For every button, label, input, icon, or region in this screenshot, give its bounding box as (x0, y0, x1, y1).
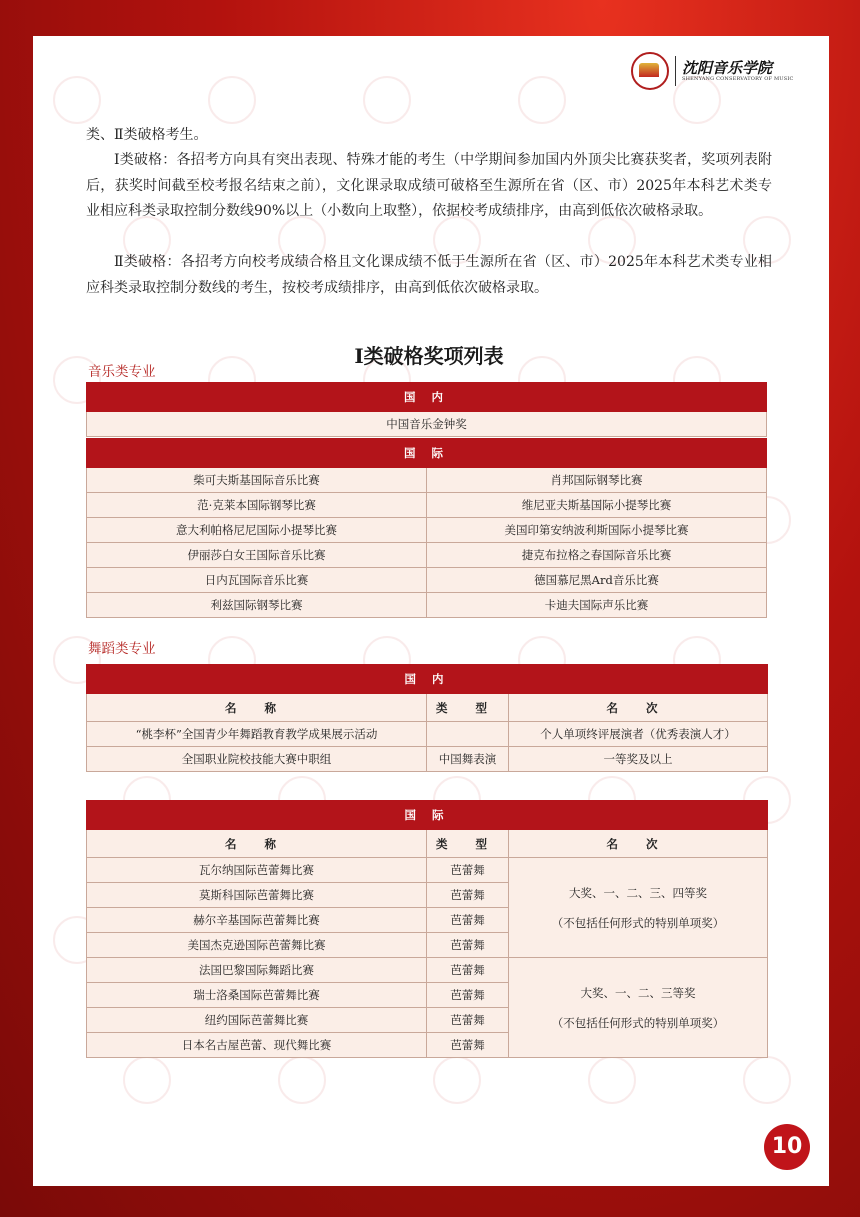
table-cell: 捷克布拉格之春国际音乐比赛 (427, 543, 767, 568)
table-cell: 肖邦国际钢琴比赛 (427, 468, 767, 493)
table-cell: 柴可夫斯基国际音乐比赛 (87, 468, 427, 493)
table-cell: 芭蕾舞 (427, 933, 509, 958)
table-cell: 意大利帕格尼尼国际小提琴比赛 (87, 518, 427, 543)
table-cell: 赫尔辛基国际芭蕾舞比赛 (87, 908, 427, 933)
watermark-seal-icon (433, 1056, 481, 1104)
table-row (87, 468, 767, 493)
table-cell: 芭蕾舞 (427, 983, 509, 1008)
table-row (87, 568, 767, 593)
table-cell: 芭蕾舞 (427, 958, 509, 983)
table-row (87, 858, 768, 883)
table-row (87, 493, 767, 518)
table-cell: 伊丽莎白女王国际音乐比赛 (87, 543, 427, 568)
table-cell: 中国舞表演 (427, 747, 509, 772)
column-header-rank: 名 次 (509, 830, 768, 858)
table-cell (427, 722, 509, 747)
table-row (87, 747, 768, 772)
column-header-name: 名 称 (87, 694, 427, 722)
table-cell: 日内瓦国际音乐比赛 (87, 568, 427, 593)
school-logo (631, 52, 794, 90)
music-category-label: 音乐类专业 (88, 364, 156, 380)
table-cell: 日本名古屋芭蕾、现代舞比赛 (87, 1033, 427, 1058)
column-header-rank: 名 次 (509, 694, 768, 722)
column-header-type: 类 型 (427, 694, 509, 722)
column-header-name: 名 称 (87, 830, 427, 858)
table-row (87, 958, 768, 983)
table-row (87, 593, 767, 618)
dance-category-label: 舞蹈类专业 (88, 641, 156, 657)
table-cell: 德国慕尼黑Ard音乐比赛 (427, 568, 767, 593)
table-cell: “桃李杯”全国青少年舞蹈教育教学成果展示活动 (87, 722, 427, 747)
dance-domestic-table (86, 664, 768, 772)
paragraph-3: Ⅱ类破格：各招考方向校考成绩合格且文化课成绩不低于生源所在省（区、市）2025年本科艺术类专业相应科类录取控制分数线的考生，按校考成绩排序，由高到低依次破格录取。 (86, 254, 772, 296)
table-cell: 瑞士洛桑国际芭蕾舞比赛 (87, 983, 427, 1008)
table-cell: 芭蕾舞 (427, 908, 509, 933)
dance-international-table (86, 800, 768, 1058)
table-cell: 美国杰克逊国际芭蕾舞比赛 (87, 933, 427, 958)
table-cell: 一等奖及以上 (509, 747, 768, 772)
watermark-seal-icon (743, 1056, 791, 1104)
table-row (87, 518, 767, 543)
watermark-seal-icon (278, 1056, 326, 1104)
table-cell: 莫斯科国际芭蕾舞比赛 (87, 883, 427, 908)
watermark-seal-icon (363, 76, 411, 124)
table-cell: 美国印第安纳波利斯国际小提琴比赛 (427, 518, 767, 543)
section-title: I类破格奖项列表 (354, 344, 504, 368)
table-cell: 芭蕾舞 (427, 858, 509, 883)
watermark-seal-icon (518, 76, 566, 124)
table-cell: 卡迪夫国际声乐比赛 (427, 593, 767, 618)
music-domestic-table (86, 382, 767, 437)
table-cell: 中国音乐金钟奖 (87, 412, 767, 437)
watermark-seal-icon (208, 76, 256, 124)
watermark-seal-icon (588, 1056, 636, 1104)
music-domestic-header: 国 内 (87, 383, 767, 412)
column-header-type: 类 型 (427, 830, 509, 858)
table-cell: 范·克莱本国际钢琴比赛 (87, 493, 427, 518)
music-international-table (86, 438, 767, 618)
rank-cell-group-1: 大奖、一、二、三、四等奖 （不包括任何形式的特别单项奖） (509, 858, 768, 958)
table-cell: 全国职业院校技能大赛中职组 (87, 747, 427, 772)
music-intl-header: 国 际 (87, 439, 767, 468)
paragraph-2: Ⅰ类破格：各招考方向具有突出表现、特殊才能的考生（中学期间参加国内外顶尖比赛获奖者，奖项列表附后，获奖时间截至校考报名结束之前），文化课录取成绩可破格至生源所在省（区、市）2025年本科艺术类专业相应科类录取控制分数线90%以上（小数向上取整），依据校考成绩排序，由高到低依次破格录取。 (86, 152, 772, 219)
table-cell: 维尼亚夫斯基国际小提琴比赛 (427, 493, 767, 518)
dance-domestic-header: 国 内 (87, 665, 768, 694)
watermark-seal-icon (123, 1056, 171, 1104)
table-row (87, 543, 767, 568)
table-cell: 瓦尔纳国际芭蕾舞比赛 (87, 858, 427, 883)
school-name-en: SHENYANG CONSERVATORY OF MUSIC (682, 76, 794, 82)
watermark-seal-icon (53, 76, 101, 124)
school-name: 沈阳音乐学院 (682, 59, 773, 77)
table-cell: 纽约国际芭蕾舞比赛 (87, 1008, 427, 1033)
rank-cell-group-2: 大奖、一、二、三等奖 （不包括任何形式的特别单项奖） (509, 958, 768, 1058)
table-cell: 芭蕾舞 (427, 883, 509, 908)
table-cell: 芭蕾舞 (427, 1033, 509, 1058)
table-cell: 个人单项终评展演者（优秀表演人才） (509, 722, 768, 747)
table-cell: 法国巴黎国际舞蹈比赛 (87, 958, 427, 983)
dance-intl-header: 国 际 (87, 801, 768, 830)
page-number: 10 (764, 1124, 810, 1170)
table-row (87, 722, 768, 747)
paragraph-1: 类、Ⅱ类破格考生。 (86, 127, 208, 143)
school-seal-icon (631, 52, 669, 90)
table-cell: 芭蕾舞 (427, 1008, 509, 1033)
table-cell: 利兹国际钢琴比赛 (87, 593, 427, 618)
